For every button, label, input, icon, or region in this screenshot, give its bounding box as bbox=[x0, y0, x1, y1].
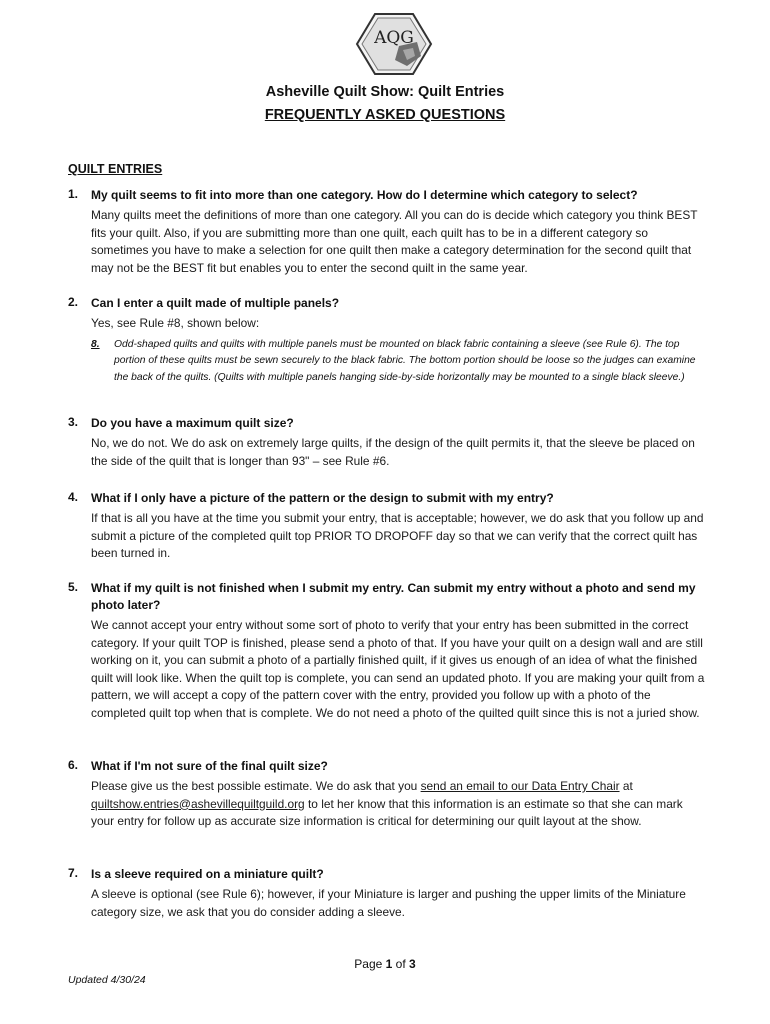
rule-text: Odd-shaped quilts and quilts with multiple panels must be mounted on black fabric containing a sleeve (see Rule 6). The top portion of these quilts must be sewn securely to the black fabric. The bottom portion should be loose so the judges can examine the back of the quilts. (Quilts with multiple panels hanging side-by-side horizontally may be mounted to a single black sleeve.) bbox=[114, 338, 696, 383]
faq-number: 1. bbox=[68, 187, 79, 201]
faq-item-7 bbox=[68, 866, 708, 921]
faq-answer: No, we do not. We do ask on extremely large quilts, if the design of the quilt permits it, that the sleeve be placed on the side of the quilt that is longer than 93" – see Rule #6. bbox=[91, 436, 695, 468]
rule-quote bbox=[91, 337, 708, 387]
section-heading: QUILT ENTRIES bbox=[68, 162, 163, 176]
data-entry-chair-link[interactable]: send an email to our Data Entry Chair bbox=[420, 779, 620, 793]
faq-number: 6. bbox=[68, 758, 79, 772]
faq-number: 3. bbox=[68, 415, 79, 429]
faq-question: What if my quilt is not finished when I submit my entry. Can submit my entry without a photo and send my photo later? bbox=[91, 581, 696, 612]
faq-question: Is a sleeve required on a miniature quilt? bbox=[91, 867, 324, 881]
faq-item-3 bbox=[68, 415, 708, 470]
faq-item-6 bbox=[68, 758, 708, 831]
faq-question: Do you have a maximum quilt size? bbox=[91, 416, 294, 430]
faq-item-4 bbox=[68, 490, 708, 563]
rule-number: 8. bbox=[91, 338, 100, 350]
faq-answer: We cannot accept your entry without some sort of photo to verify that your entry has been submitted in the correct category. If your quilt TOP is finished, please send a photo of that. If you have your quilt on a design wall and are still working on it, you can submit a photo of a partially finished quilt, if it gives us enough of an idea of what the finished quilt will look like. When the quilt top is complete, you can send an updated photo. If you are making your quilt from a pattern, we will accept a copy of the pattern cover with the entry, provided you follow up with a photo of the completed quilt top when that is complete. We do not need a photo of the quilted quilt since this is not a juried show. bbox=[91, 618, 705, 720]
logo-lettering: AQG bbox=[374, 28, 414, 48]
faq-item-1 bbox=[68, 187, 708, 277]
faq-answer: Yes, see Rule #8, shown below: bbox=[91, 316, 260, 330]
faq-answer: Many quilts meet the definitions of more than one category. All you can do is decide which category you think BEST fits your quilt. Also, if you are submitting more than one quilt, each quilt has to be in a different category so sometimes you have to make a selection for one quilt then make a category determination for the second quilt that may not be the BEST fit but enables you to enter the second quilt in the same year. bbox=[91, 208, 698, 275]
page-number: Page 1 of 3 bbox=[354, 957, 416, 971]
faq-number: 5. bbox=[68, 580, 79, 594]
faq-question: My quilt seems to fit into more than one category. How do I determine which category to select? bbox=[91, 188, 638, 202]
updated-date: Updated 4/30/24 bbox=[68, 974, 146, 986]
faq-answer: A sleeve is optional (see Rule 6); however, if your Miniature is larger and pushing the upper limits of the Miniature category size, we ask that you do consider adding a sleeve. bbox=[91, 887, 686, 919]
faq-number: 4. bbox=[68, 490, 79, 504]
faq-question: What if I only have a picture of the pattern or the design to submit with my entry? bbox=[91, 491, 554, 505]
faq-item-5 bbox=[68, 580, 708, 723]
faq-answer: If that is all you have at the time you submit your entry, that is acceptable; however, we do ask that you follow up and submit a picture of the completed quilt top PRIOR TO DROPOFF day so that we can verify that the correct quilt has been turned in. bbox=[91, 511, 704, 561]
faq-question: Can I enter a quilt made of multiple panels? bbox=[91, 296, 340, 310]
faq-item-2 bbox=[68, 295, 708, 386]
faq-number: 2. bbox=[68, 295, 79, 309]
document-title: Asheville Quilt Show: Quilt Entries bbox=[265, 84, 505, 100]
document-subtitle: FREQUENTLY ASKED QUESTIONS bbox=[264, 107, 506, 123]
faq-number: 7. bbox=[68, 866, 79, 880]
faq-question: What if I'm not sure of the final quilt size? bbox=[91, 759, 328, 773]
quilt-guild-logo bbox=[355, 12, 433, 76]
entries-email-link[interactable]: quiltshow.entries@ashevillequiltguild.org bbox=[91, 796, 305, 811]
faq-answer: Please give us the best possible estimate. We do ask that you send an email to our Data Entry Chair at quiltshow.entries@ashevillequiltguild.org to let her know that this information is an estimate so that she can mark your entry for follow up as accurate size information is critical for determining our quilt layout at the show. bbox=[91, 779, 683, 829]
